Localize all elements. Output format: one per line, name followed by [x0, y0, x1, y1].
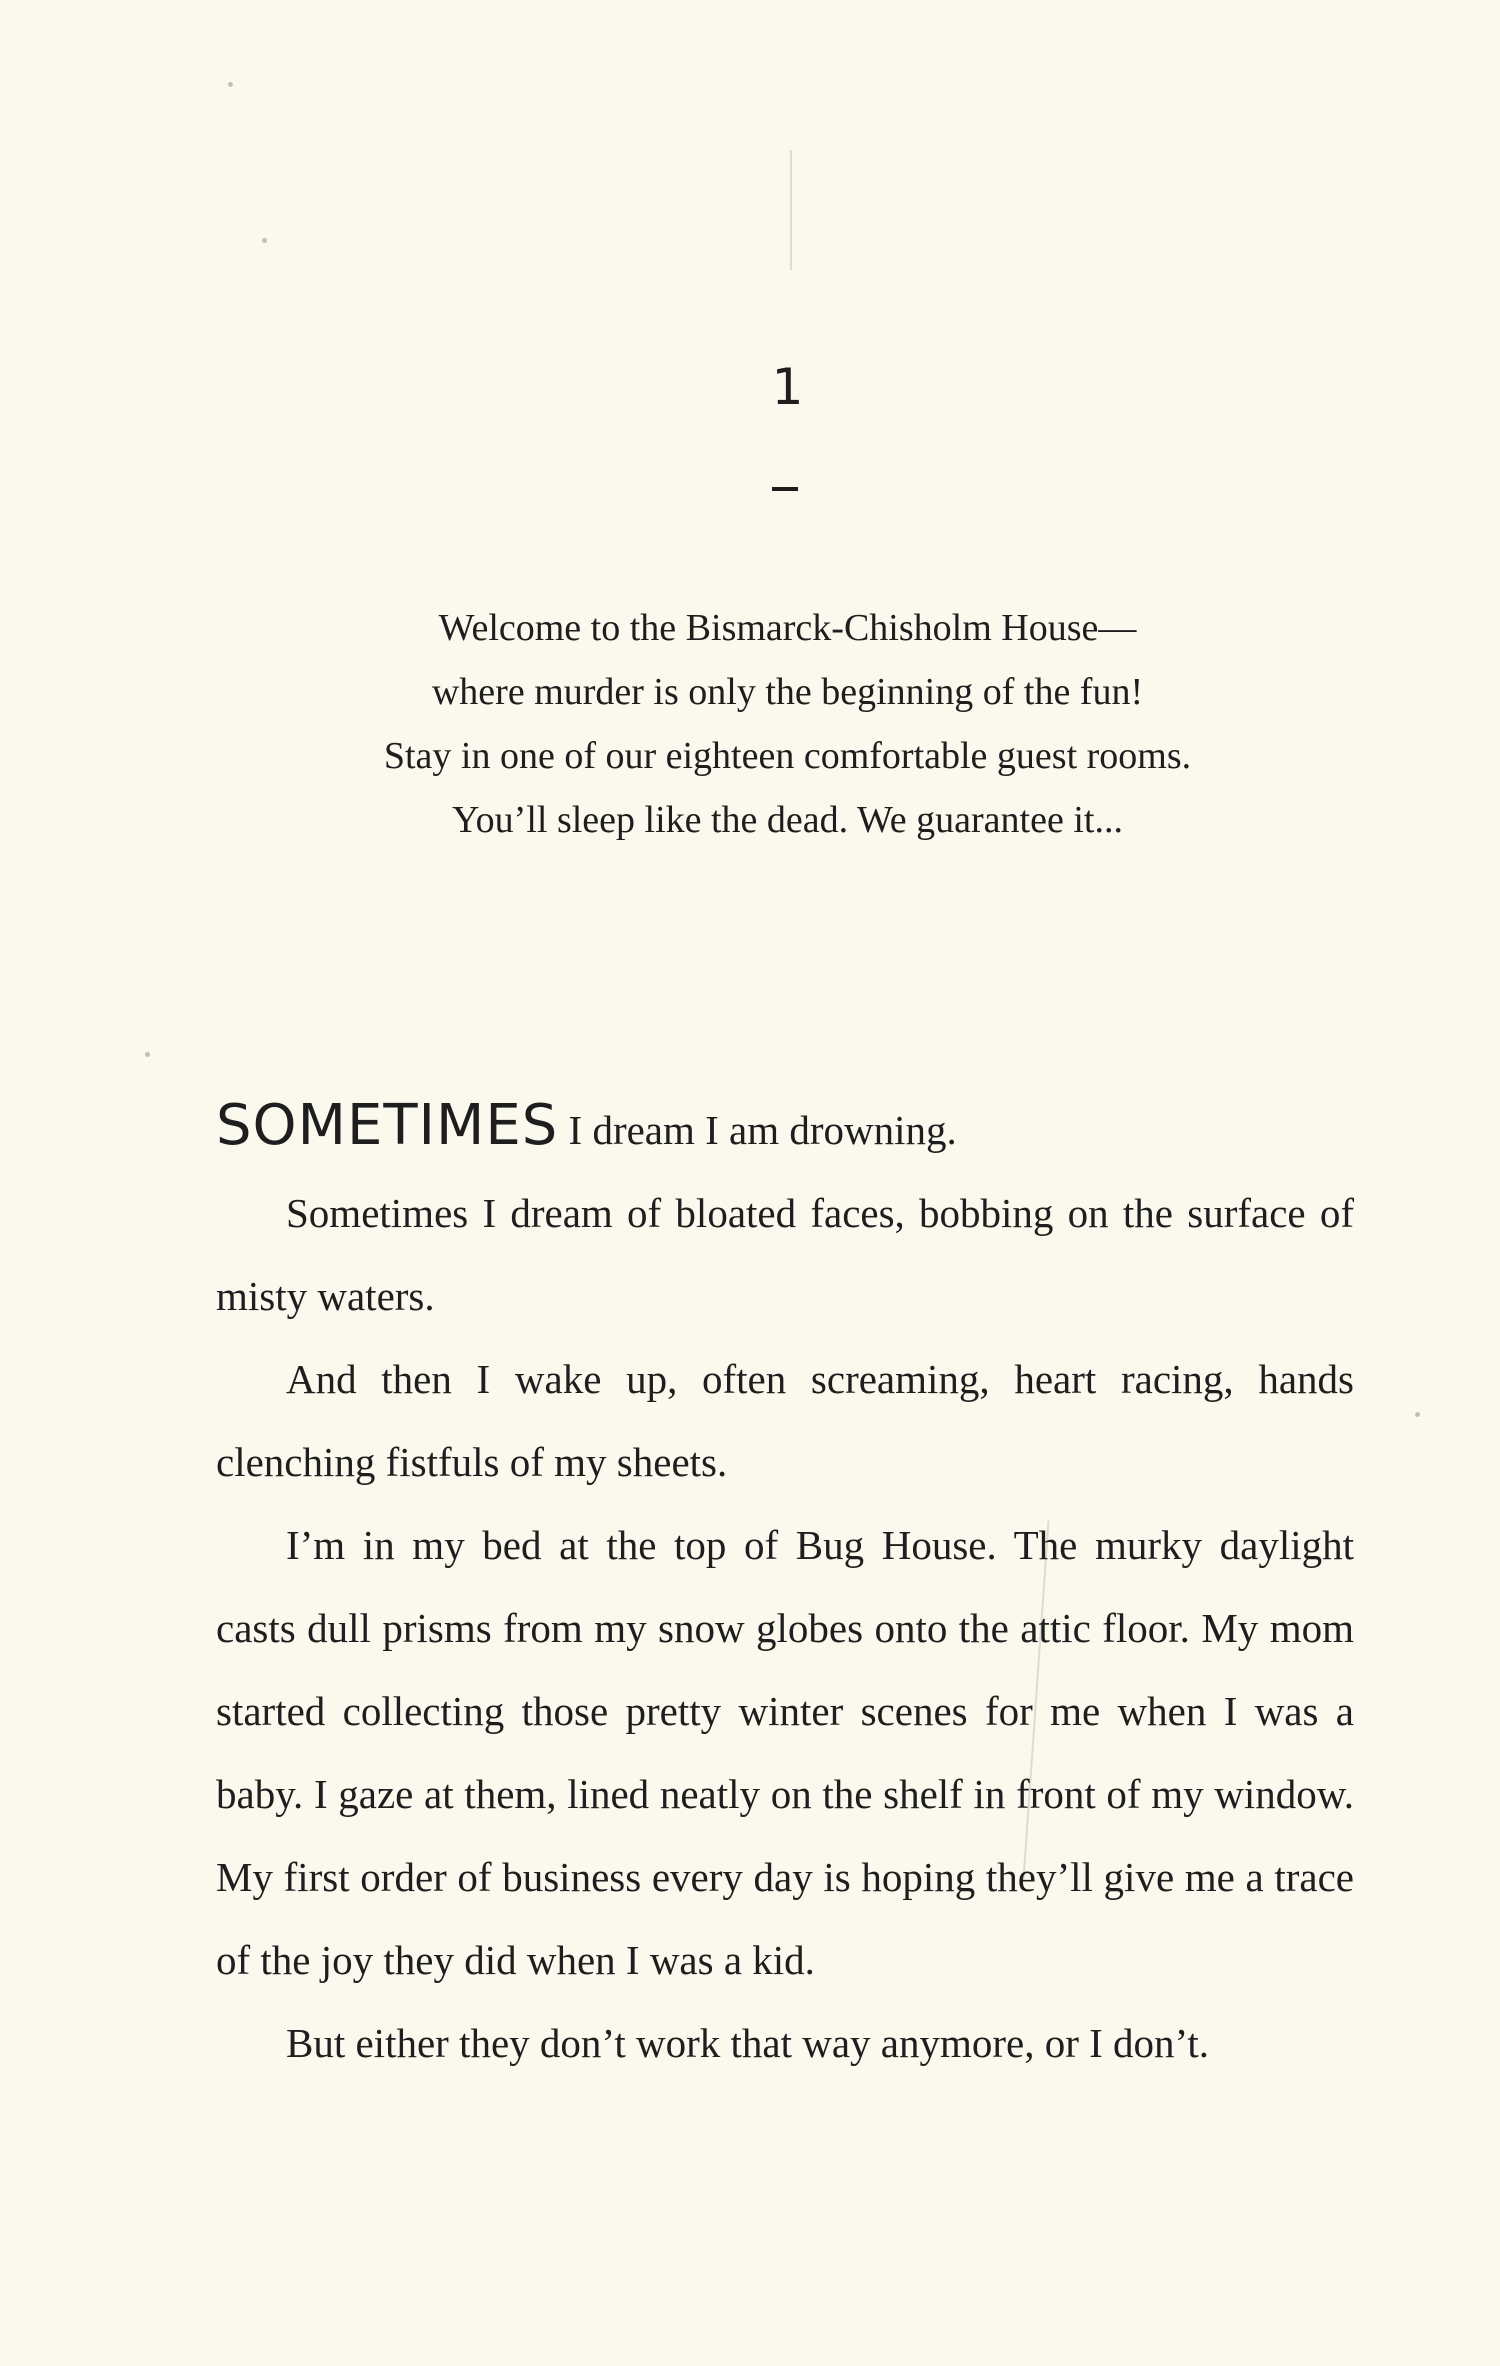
epigraph-line: where murder is only the beginning of the fun! — [431, 671, 1144, 713]
scan-speck — [1415, 1412, 1420, 1417]
paragraph: And then I wake up, often screaming, heart racing, hands clenching fistfuls of my sheets. — [216, 1356, 1354, 1485]
scan-speck — [145, 1052, 150, 1057]
scan-artifact — [790, 150, 792, 270]
epigraph — [300, 596, 1275, 852]
epigraph-line: Stay in one of our eighteen comfortable guest rooms. — [383, 735, 1192, 777]
chapter-number: 1 — [771, 358, 804, 416]
chapter-rule — [772, 487, 798, 491]
chapter-body — [216, 1084, 1354, 2085]
epigraph-line: You’ll sleep like the dead. We guarantee it... — [452, 799, 1123, 841]
scan-speck — [262, 238, 267, 243]
epigraph-line: Welcome to the Bismarck-Chisholm House— — [438, 607, 1137, 649]
paragraph-text: I dream I am drowning. — [558, 1107, 957, 1153]
paragraph: But either they don’t work that way anymore, or I don’t. — [286, 2020, 1210, 2066]
paragraph: Sometimes I dream of bloated faces, bobbing on the surface of misty waters. — [216, 1190, 1354, 1319]
lead-in-caps: SOMETIMES — [216, 1093, 559, 1158]
opening-paragraph — [216, 1084, 1354, 1172]
paragraph: I’m in my bed at the top of Bug House. The murky daylight casts dull prisms from my snow globes onto the attic floor. My mom started collecting those pretty winter scenes for me when I was a baby. I gaze at them, lined neatly on the shelf in front of my window. My first order of business every day is hoping they’ll give me a trace of the joy they did when I was a kid. — [216, 1522, 1354, 1983]
scan-speck — [228, 82, 233, 87]
